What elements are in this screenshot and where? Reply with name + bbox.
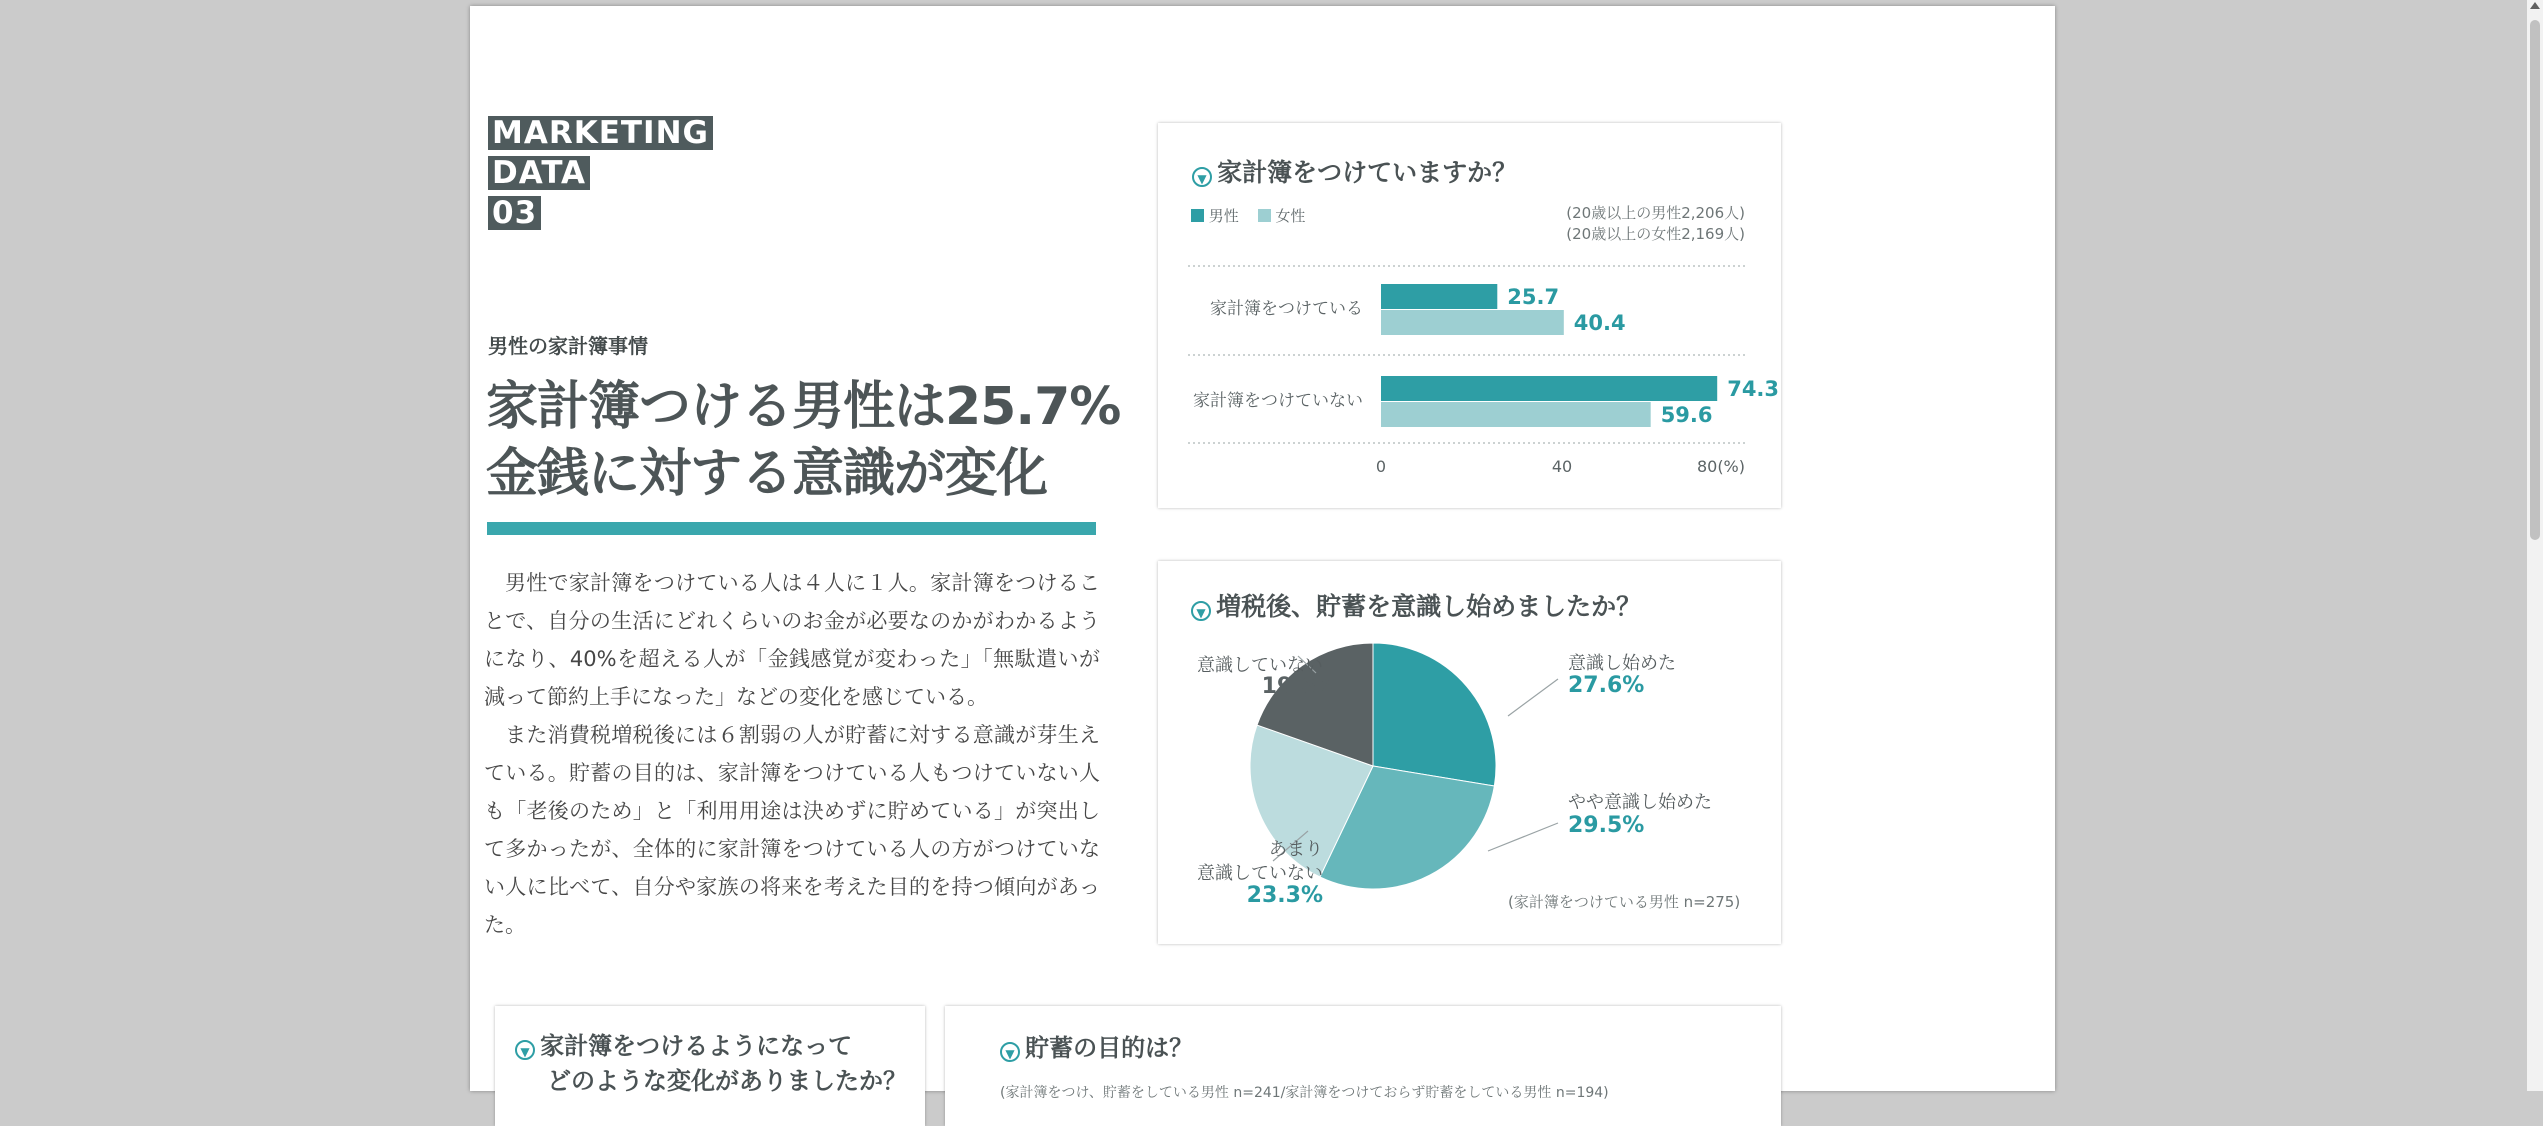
pie-value-slice-1: 27.6% xyxy=(1568,673,1645,698)
bar-female xyxy=(1381,402,1651,427)
change-question-title-line-1: 家計簿をつけるようになって xyxy=(540,1032,853,1060)
headline-line-1: 家計簿つける男性は25.7% xyxy=(486,377,1121,437)
bar-category-label: 家計簿をつけていない xyxy=(1193,391,1363,411)
purpose-sample-note: (家計簿をつけ、貯蓄をしている男性 n=241/家計簿をつけておらず貯蓄をしている男性 n=194) xyxy=(1000,1085,1609,1101)
scroll-up-arrow-icon[interactable] xyxy=(2530,2,2540,9)
pie-label-slice-3-line-1: あまり xyxy=(1269,839,1323,860)
section-tag-line-1: MARKETING xyxy=(488,116,713,150)
pie-leader-line xyxy=(1488,823,1558,851)
pie-chart-card xyxy=(1158,561,1781,944)
bar-value-label: 25.7 xyxy=(1507,285,1560,309)
bar-value-label: 59.6 xyxy=(1660,403,1713,427)
sample-note-female: (20歳以上の女性2,169人) xyxy=(1566,225,1745,243)
pie-chart-title: 増税後、貯蓄を意識し始めましたか？ xyxy=(1216,592,1642,621)
pie-sample-note: (家計簿をつけている男性 n=275) xyxy=(1508,893,1741,911)
sample-note-male: (20歳以上の男性2,206人) xyxy=(1566,204,1745,222)
bar-male xyxy=(1381,376,1717,401)
document-page xyxy=(470,6,2055,1101)
purpose-question-title: 貯蓄の目的は？ xyxy=(1025,1034,1194,1062)
legend-label-male: 男性 xyxy=(1208,207,1239,225)
bar-chart-card xyxy=(1158,123,1781,508)
bar-axis-tick-label: 0 xyxy=(1375,457,1387,476)
bar-category-label: 家計簿をつけている xyxy=(1210,299,1363,319)
legend-label-female: 女性 xyxy=(1275,207,1306,225)
bar-value-label: 74.3 xyxy=(1727,377,1780,401)
purpose-question-card xyxy=(945,1006,1781,1126)
section-tag-line-2: DATA xyxy=(488,156,590,190)
pie-value-slice-4: 19.6% xyxy=(1261,674,1338,699)
pie-value-slice-2: 29.5% xyxy=(1568,813,1645,838)
pie-slice xyxy=(1373,643,1496,786)
chevron-down-icon: ▼ xyxy=(1191,601,1211,621)
bar-chart-title: 家計簿をつけていますか？ xyxy=(1217,158,1518,187)
bar-female xyxy=(1381,310,1564,335)
change-question-card xyxy=(495,1006,925,1126)
bar-value-label: 40.4 xyxy=(1573,311,1626,335)
scrollbar-thumb[interactable] xyxy=(2530,20,2540,540)
change-question-title-line-2: どのような変化がありましたか？ xyxy=(547,1067,907,1095)
article-headline xyxy=(486,374,1120,508)
pie-label-slice-4: 意識していない xyxy=(1197,655,1323,676)
change-question-title-row xyxy=(515,1026,852,1061)
section-tag-line-3: 03 xyxy=(488,196,541,230)
bar-axis-tick-label: 80(%) xyxy=(1696,457,1745,476)
pie-value-slice-3: 23.3% xyxy=(1246,883,1323,908)
article-subtitle: 男性の家計簿事情 xyxy=(488,334,648,358)
bar-male xyxy=(1381,284,1497,309)
purpose-question-title-row xyxy=(1000,1028,1193,1063)
bar-axis-tick-label: 40 xyxy=(1551,457,1573,476)
pie-label-slice-3-line-2: 意識していない xyxy=(1197,863,1323,884)
headline-line-2: 金銭に対する意識が変化 xyxy=(486,444,1048,504)
chevron-down-icon: ▼ xyxy=(515,1040,535,1060)
vertical-scrollbar[interactable] xyxy=(2527,0,2543,1091)
pie-label-slice-2: やや意識し始めた xyxy=(1568,792,1712,813)
bar-chart-svg xyxy=(1158,123,1781,508)
chevron-down-icon: ▼ xyxy=(1192,167,1212,187)
body-paragraph-2: また消費税増税後には６割弱の人が貯蓄に対する意識が芽生えている。貯蓄の目的は、家計簿をつけている人もつけていない人も「老後のため」と「利用用途は決めずに貯めている」が突出して多かったが、全体的に家計簿をつけている人の方がつけていない人に比べて、自分や家族の将来を考えた目的を持つ傾向があった。 xyxy=(484,723,1100,937)
pie-label-slice-1: 意識し始めた xyxy=(1568,653,1676,674)
headline-rule xyxy=(487,522,1096,535)
chevron-down-icon: ▼ xyxy=(1000,1042,1020,1062)
pie-leader-line xyxy=(1508,679,1558,716)
body-paragraph-1: 男性で家計簿をつけている人は４人に１人。家計簿をつけることで、自分の生活にどれくらいのお金が必要なのかがわかるようになり、40%を超える人が「金銭感覚が変わった」「無駄遣いが減って節約上手になった」などの変化を感じている。 xyxy=(484,571,1100,709)
article-body xyxy=(484,564,1100,944)
